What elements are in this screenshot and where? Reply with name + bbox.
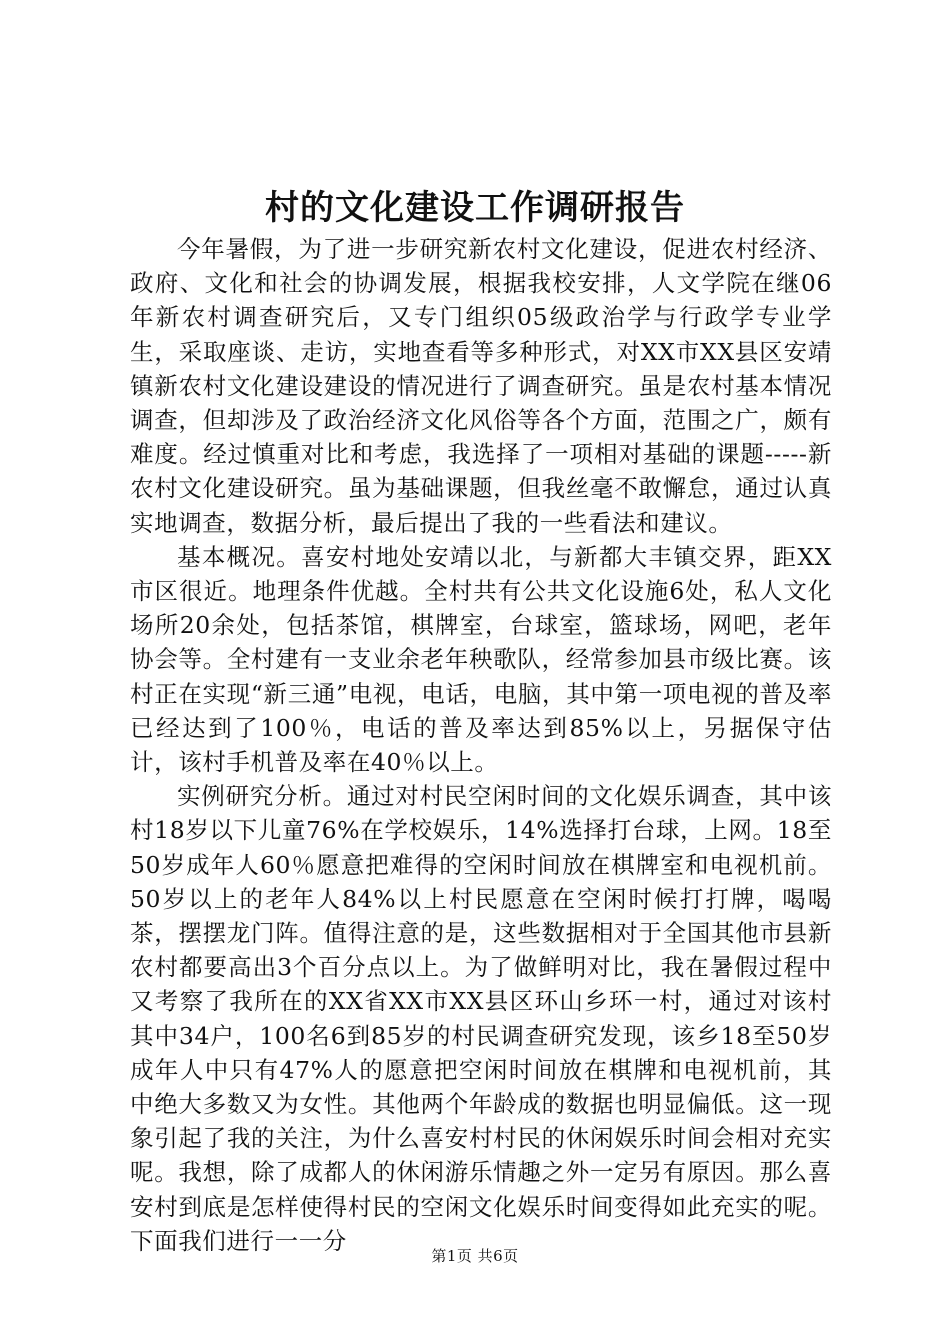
paragraph-case-analysis: 实例研究分析。通过对村民空闲时间的文化娱乐调查，其中该村18岁以下儿童76%在学校娱乐，14%选择打台球，上网。18至50岁成年人60％愿意把难得的空闲时间放在棋牌室和电视机前。50岁以上的老年人84%以上村民愿意在空闲时候打打牌，喝喝茶，摆摆龙门阵。值得注意的是，这些数据相对于全国其他市县新农村都要高出3个百分点以上。为了做鲜明对比，我在暑假过程中又考察了我所在的XX省XX市XX县区环山乡环一村，通过对该村其中34户，100名6到85岁的村民调查研究发现，该乡18至50岁成年人中只有47%人的愿意把空闲时间放在棋牌和电视机前，其中绝大多数又为女性。其他两个年龄成的数据也明显偏低。这一现象引起了我的关注，为什么喜安村村民的休闲娱乐时间会相对充实呢。我想，除了成都人的休闲游乐情趣之外一定另有原因。那么喜安村到底是怎样使得村民的空闲文化娱乐时间变得如此充实的呢。下面我们进行一一分 [130, 782, 832, 1255]
page-number-footer: 第1页 共6页 [431, 1247, 519, 1265]
paragraph-overview: 基本概况。喜安村地处安靖以北，与新都大丰镇交界，距XX市区很近。地理条件优越。全村共有公共文化设施6处，私人文化场所20余处，包括茶馆，棋牌室，台球室，篮球场，网吧，老年协会等。全村建有一支业余老年秧歌队，经常参加县市级比赛。该村正在实现“新三通”电视，电话，电脑，其中第一项电视的普及率已经达到了100％，电话的普及率达到85%以上，另据保守估计，该村手机普及率在40％以上。 [130, 542, 832, 777]
document-title: 村的文化建设工作调研报告 [265, 188, 685, 228]
document-body [130, 232, 832, 1258]
paragraph-intro: 今年暑假，为了进一步研究新农村文化建设，促进农村经济、政府、文化和社会的协调发展，根据我校安排，人文学院在继06年新农村调查研究后，又专门组织05级政治学与行政学专业学生，采取座谈、走访，实地查看等多种形式，对XX市XX县区安靖镇新农村文化建设建设的情况进行了调查研究。虽是农村基本情况调查，但却涉及了政治经济文化风俗等各个方面，范围之广，颇有难度。经过慎重对比和考虑，我选择了一项相对基础的课题-----新农村文化建设研究。虽为基础课题，但我丝毫不敢懈怠，通过认真实地调查，数据分析，最后提出了我的一些看法和建议。 [130, 235, 832, 537]
